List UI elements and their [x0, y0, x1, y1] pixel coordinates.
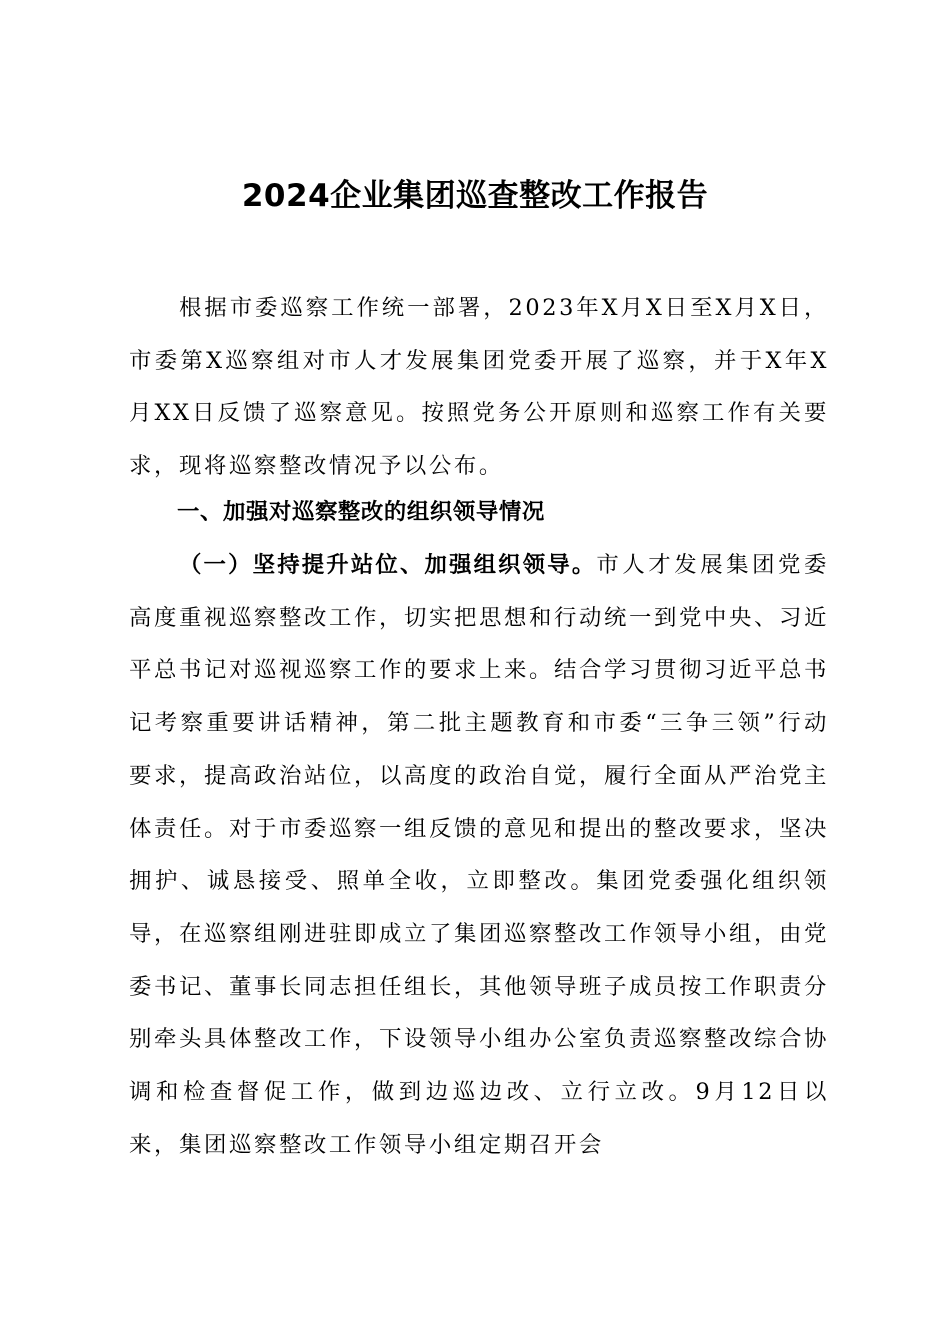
subsection-text: 市人才发展集团党委高度重视巡察整改工作，切实把思想和行动统一到党中央、习近平总书记对巡视巡察工作的要求上来。结合学习贯彻习近平总书记考察重要讲话精神，第二批主题教育和市委“三争三领”行动要求，提高政治站位，以高度的政治自觉，履行全面从严治党主体责任。对于市委巡察一组反馈的意见和提出的整改要求，坚决拥护、诚恳接受、照单全收，立即整改。集团党委强化组织领导，在巡察组刚进驻即成立了集团巡察整改工作领导小组，由党委书记、董事长同志担任组长，其他领导班子成员按工作职责分别牵头具体整改工作，下设领导小组办公室负责巡察整改综合协调和检查督促工作，做到边巡边改、立行立改。9月12日以来，集团巡察整改工作领导小组定期召开会: [129, 552, 829, 1158]
intro-paragraph: 根据市委巡察工作统一部署，2023年X月X日至X月X日，市委第X巡察组对市人才发展集团党委开展了巡察，并于X年X月XX日反馈了巡察意见。按照党务公开原则和巡察工作有关要求，现将巡察整改情况予以公布。: [129, 295, 829, 480]
document-title: 2024企业集团巡查整改工作报告: [241, 178, 709, 214]
subsection-paragraph-1: [129, 539, 829, 1171]
subsection-lead: （一）坚持提升站位、加强组织领导。: [179, 552, 597, 578]
section-heading-1: 一、加强对巡察整改的组织领导情况: [177, 499, 545, 525]
